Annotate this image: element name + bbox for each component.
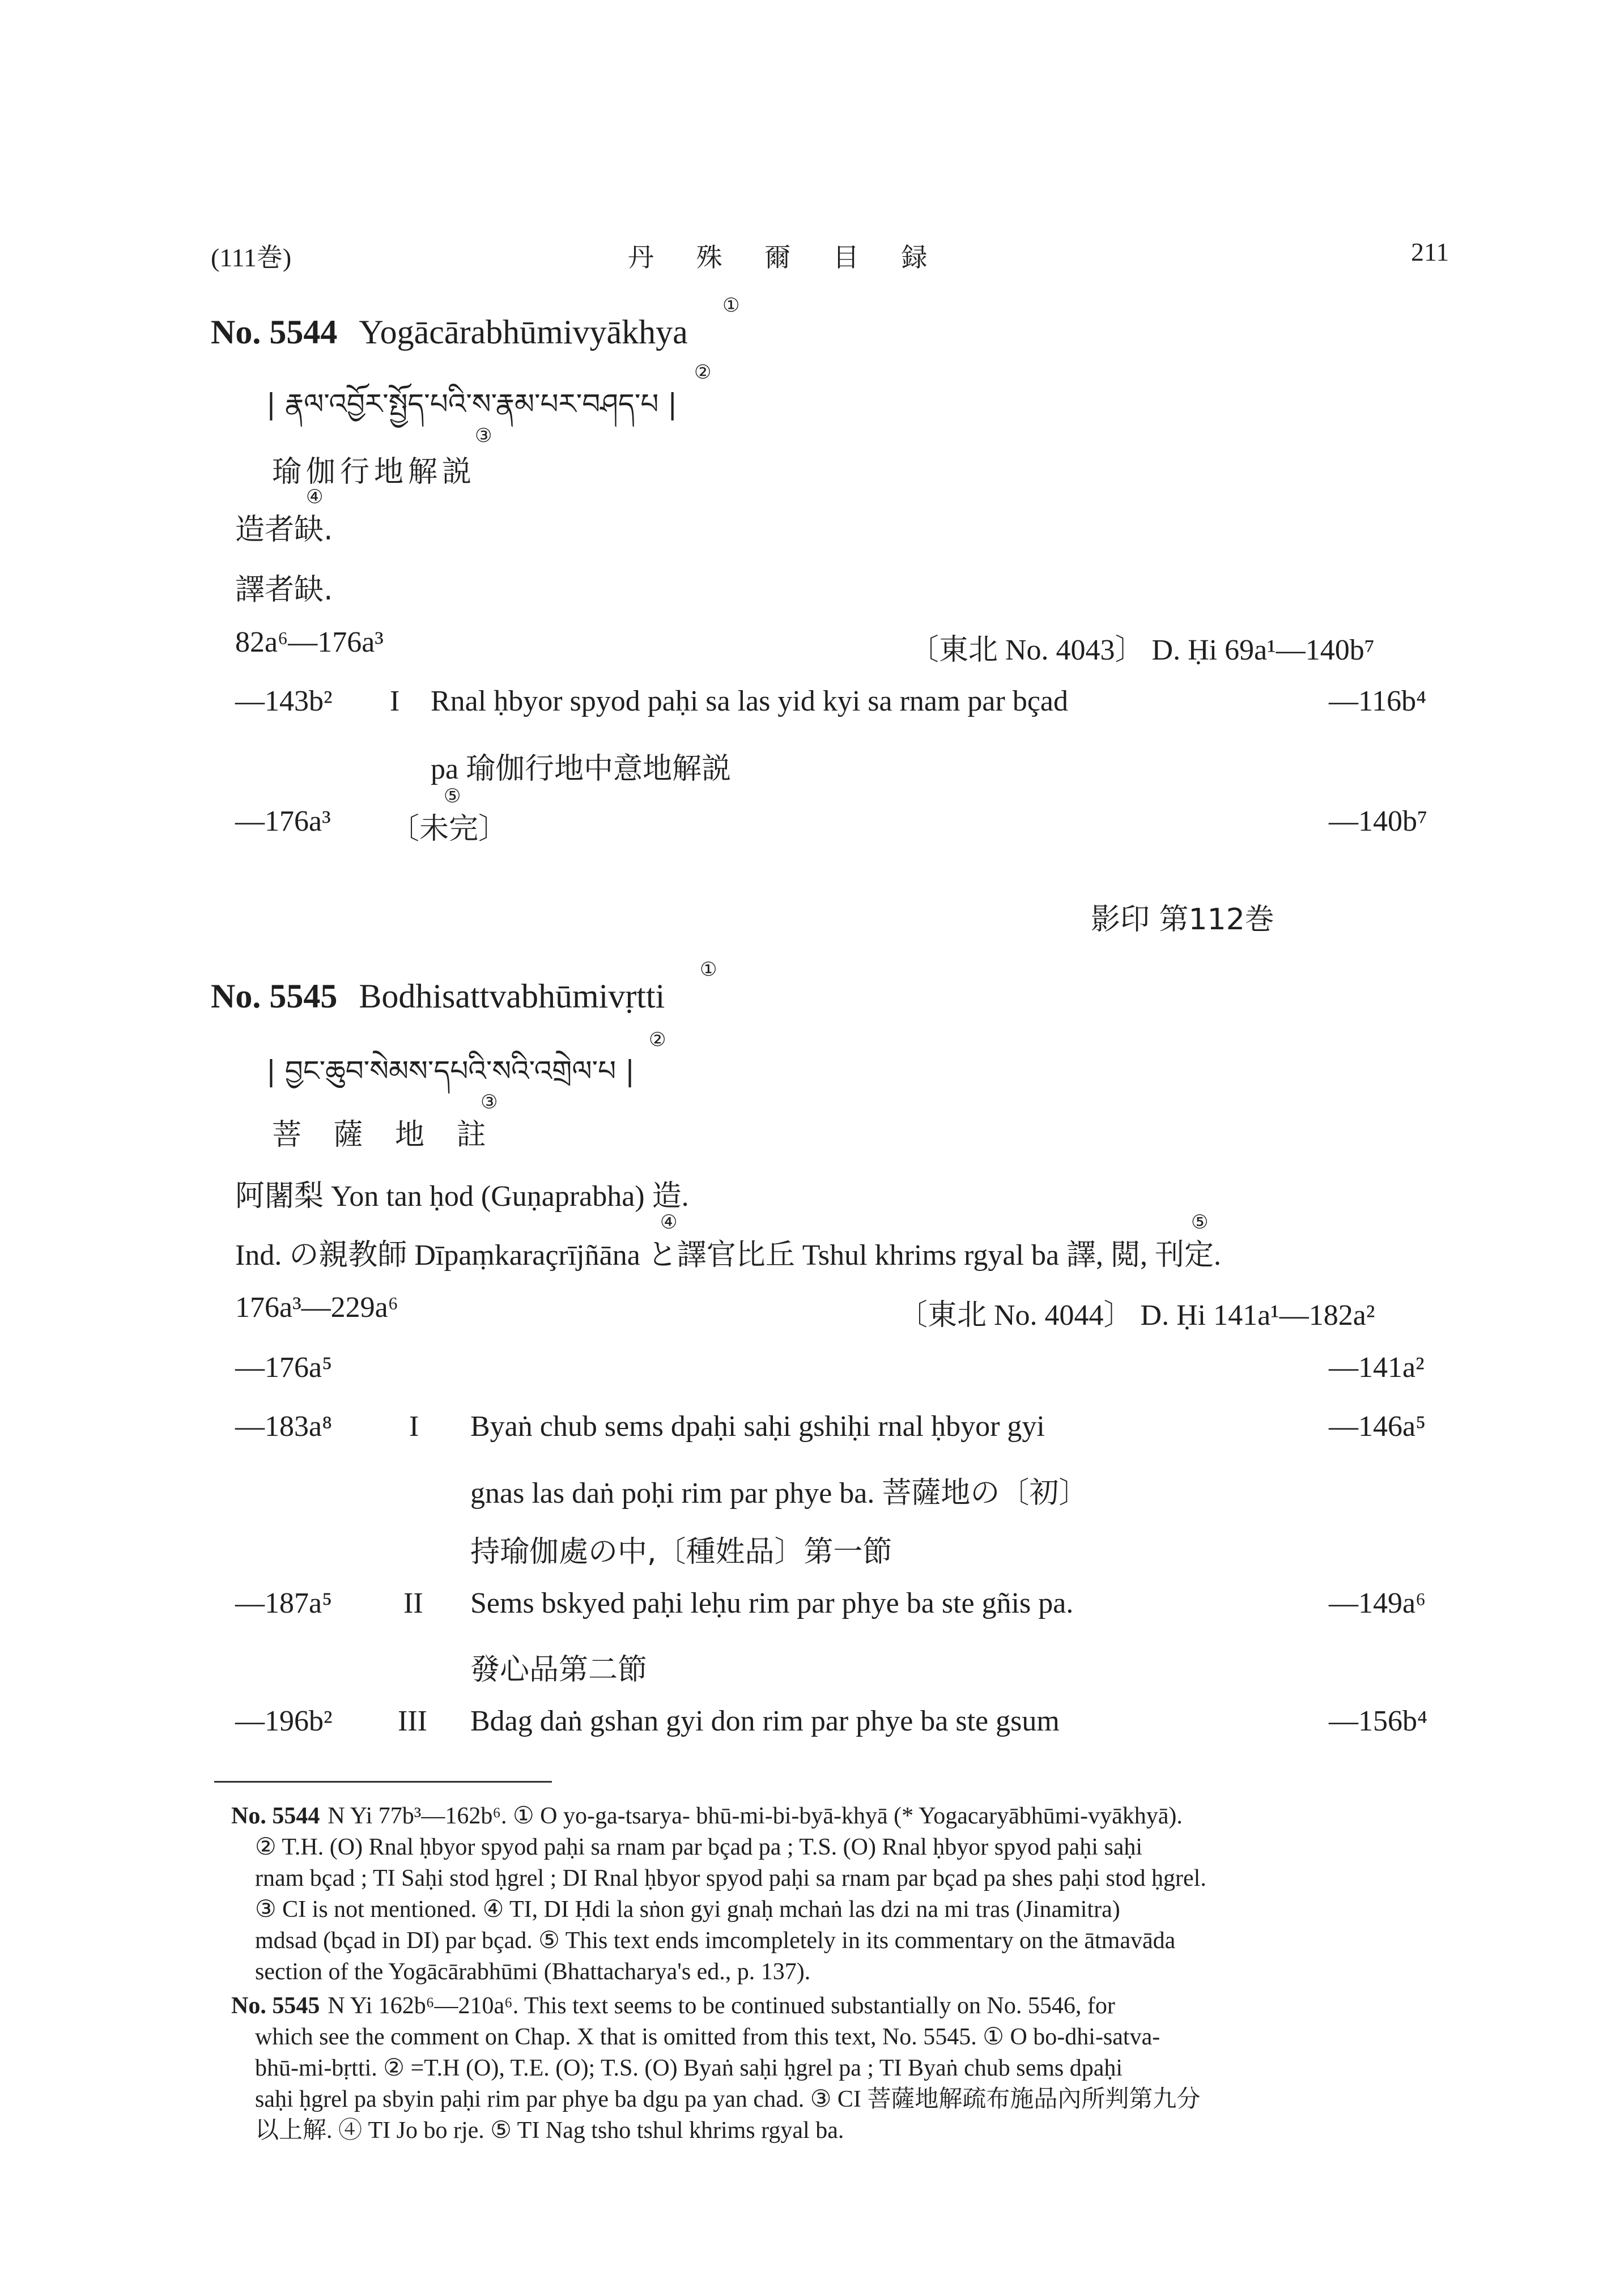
footnote-label: No. 5545 xyxy=(231,1993,320,2019)
row-derge-folio: —140b⁷ xyxy=(1329,805,1428,837)
row-text: Bdag daṅ gshan gyi don rim par phye ba ste gsum xyxy=(470,1705,1060,1737)
entry-5545-title-line xyxy=(211,977,665,1016)
row-folio: —143b² xyxy=(235,685,333,717)
footnote-line: ③ CI is not mentioned. ④ TI, DI Ḥdi la sṅon gyi gnaḥ mchaṅ las dzi na mi tras (Jinamitra) xyxy=(255,1897,1120,1923)
folio-range: 82a⁶—176a³ xyxy=(235,626,384,658)
footnote-5545 xyxy=(231,1991,1461,2146)
row-derge-folio: —156b⁴ xyxy=(1329,1705,1428,1737)
footnote-line xyxy=(231,1991,1461,2022)
entry-number: No. 5545 xyxy=(211,977,338,1015)
footnote-line: saḥi ḥgrel pa sbyin paḥi rim par phye ba dgu pa yan chad. ③ CI 菩薩地解疏布施品內所判第九分 xyxy=(255,2086,1201,2112)
tohoku-ref: 〔東北 No. 4043〕 D. Ḥi 69a¹—140b⁷ xyxy=(909,634,1375,666)
row-derge-folio: —146a⁵ xyxy=(1329,1410,1426,1443)
footnote-line: ② T.H. (O) Rnal ḥbyor spyod paḥi sa rnam par bçad pa ; T.S. (O) Rnal ḥbyor spyod paḥi saḥi xyxy=(255,1834,1143,1860)
footnote-mark: ① xyxy=(700,958,717,981)
row-text: 發心品第二節 xyxy=(470,1653,648,1687)
volume-note: 影印 第112巻 xyxy=(1091,903,1274,937)
footnote-mark: ③ xyxy=(475,424,492,447)
row-folio: —183a⁸ xyxy=(235,1410,333,1443)
footnote-line: mdsad (bçad in DI) par bçad. ⑤ This text ends imcompletely in its commentary on the ātmavāda xyxy=(255,1928,1176,1954)
footnote-line xyxy=(231,1801,1461,1832)
footnote-line: 以上解. ④ TI Jo bo rje. ⑤ TI Nag tsho tshul khrims rgyal ba. xyxy=(255,2118,844,2144)
translator-line: 譯者缺. xyxy=(235,573,333,607)
tibetan-title: | རྣལ་འབྱོར་སྤྱོད་པའི་ས་རྣམ་པར་བཤད་པ | xyxy=(266,388,678,420)
footnote-5544 xyxy=(231,1801,1461,1988)
row-text: Rnal ḥbyor spyod paḥi sa las yid kyi sa rnam par bçad xyxy=(431,685,1068,717)
page-number: 211 xyxy=(1411,237,1449,266)
author-line: 阿闍梨 Yon tan ḥod (Guṇaprabha) 造. xyxy=(235,1180,689,1213)
footnote-mark: ① xyxy=(722,294,740,317)
row-folio: —187a⁵ xyxy=(235,1587,333,1619)
row-section-number: I xyxy=(390,685,400,717)
folio-range: 176a³—229a⁶ xyxy=(235,1291,398,1324)
footnote-mark: ④ xyxy=(660,1211,678,1234)
entry-number: No. 5544 xyxy=(211,313,338,351)
row-derge-folio: —149a⁶ xyxy=(1329,1587,1426,1619)
row-derge-folio: —141a² xyxy=(1329,1351,1425,1384)
footnote-mark: ② xyxy=(694,361,712,384)
footnote-text: N Yi 77b³—162b⁶. ① O yo-ga-tsarya- bhū-mi-bi-byā-khyā (* Yogacaryābhūmi-vyākhyā). xyxy=(328,1803,1183,1829)
footnote-line: rnam bçad ; TI Saḥi stod ḥgrel ; DI Rnal ḥbyor spyod paḥi sa rnam par bçad pa shes paḥi stod ḥgrel. xyxy=(255,1865,1206,1891)
footnote-line: which see the comment on Chap. X that is omitted from this text, No. 5545. ① O bo-dhi-satva- xyxy=(255,2024,1160,2050)
row-derge-folio: —116b⁴ xyxy=(1329,685,1427,717)
row-section-number: III xyxy=(398,1705,427,1737)
footnote-mark: ④ xyxy=(306,486,324,508)
row-folio: —176a³ xyxy=(235,805,331,837)
footnote-line: bhū-mi-bṛtti. ② =T.H (O), T.E. (O); T.S. (O) Byaṅ saḥi ḥgrel pa ; TI Byaṅ chub sems dpaḥi xyxy=(255,2055,1123,2081)
entry-5544-title-line xyxy=(211,313,688,352)
row-text: Sems bskyed paḥi leḥu rim par phye ba ste gñis pa. xyxy=(470,1587,1074,1619)
row-text-content: pa 瑜伽行地中意地解説 xyxy=(431,753,732,785)
translator-line: Ind. の親教師 Dīpaṃkaraçrījñāna と譯官比丘 Tshul khrims rgyal ba 譯, 閲, 刊定. xyxy=(235,1239,1222,1272)
footnote-label: No. 5544 xyxy=(231,1803,320,1829)
row-text: gnas las daṅ poḥi rim par phye ba. 菩薩地の〔初〕 xyxy=(470,1477,1089,1510)
entry-title: Yogācārabhūmivyākhya xyxy=(359,313,688,351)
footnote-line: section of the Yogācārabhūmi (Bhattacharya's ed., p. 137). xyxy=(255,1959,811,1985)
row-section-number: I xyxy=(409,1410,419,1443)
footnote-divider xyxy=(214,1781,552,1783)
chinese-title: 瑜伽行地解説 xyxy=(272,455,477,489)
author-line: 造者缺. xyxy=(235,513,333,547)
header-volume: (111巻) xyxy=(211,243,292,272)
footnote-mark: ⑤ xyxy=(1191,1211,1209,1234)
row-folio: —176a⁵ xyxy=(235,1351,333,1384)
footnote-mark: ⑤ xyxy=(444,785,461,807)
row-folio: —196b² xyxy=(235,1705,333,1737)
row-section-number: II xyxy=(403,1587,423,1619)
footnote-mark: ② xyxy=(649,1028,666,1051)
footnote-text: N Yi 162b⁶—210a⁶. This text seems to be continued substantially on No. 5546, for xyxy=(328,1993,1115,2019)
tohoku-ref: 〔東北 No. 4044〕 D. Ḥi 141a¹—182a² xyxy=(898,1299,1375,1332)
footnote-mark: ③ xyxy=(481,1091,498,1113)
chinese-title: 菩 薩 地 註 xyxy=(272,1118,498,1152)
row-text: 持瑜伽處の中,〔種姓品〕第一節 xyxy=(470,1535,892,1569)
row-text: Byaṅ chub sems dpaḥi saḥi gshiḥi rnal ḥbyor gyi xyxy=(470,1410,1045,1443)
row-text xyxy=(431,745,731,787)
tibetan-title: | བྱང་ཆུབ་སེམས་དཔའི་སའི་འགྲེལ་པ | xyxy=(266,1055,635,1087)
row-text: 〔未完〕 xyxy=(390,812,508,846)
entry-title: Bodhisattvabhūmivṛtti xyxy=(359,977,665,1015)
header-title: 丹 殊 爾 目 録 xyxy=(628,242,945,273)
